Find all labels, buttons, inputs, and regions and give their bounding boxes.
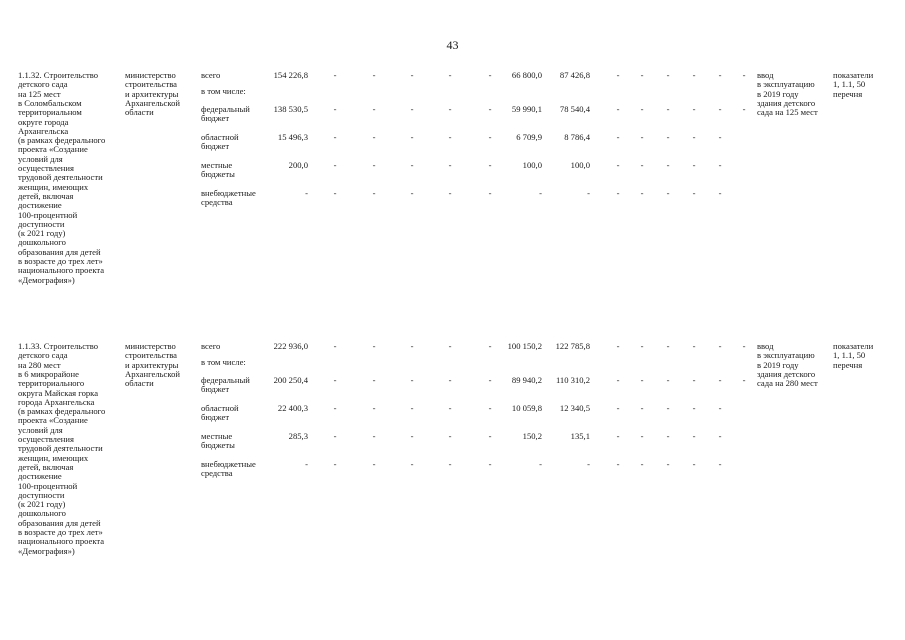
year-amount: 110 310,2 [555,375,590,385]
measure-name-line: осуществления [18,163,74,173]
measure-name-line: национального проекта [18,265,105,276]
total-amount: 200 250,4 [273,375,308,385]
year-amount: 100 150,2 [507,341,542,351]
empty-cell-dash: - [372,104,376,114]
measure-name-line: условий для [18,153,63,164]
measure-name-line: образования для детей [18,246,101,257]
empty-cell-dash: - [640,104,644,114]
empty-cell-dash: - [488,341,492,351]
empty-cell-dash: - [666,459,670,469]
empty-cell-dash: - [372,375,376,385]
empty-cell-dash: - [718,431,722,441]
funding-source: областной [201,132,239,142]
empty-cell-dash: - [718,132,722,142]
funding-source: средства [201,468,233,479]
empty-cell-dash: - [448,104,452,114]
empty-cell-dash: - [333,341,337,351]
empty-cell-dash: - [448,70,452,80]
empty-cell-dash: - [692,132,696,142]
total-amount: 222 936,0 [273,341,308,351]
funding-source: местные [201,160,233,170]
empty-cell-dash: - [666,403,670,413]
executor-line: министерство [125,341,176,351]
measure-name-line: детей, включая [18,190,74,201]
funding-source: бюджет [201,412,230,423]
measure-name-line: округе города [18,116,69,127]
empty-cell-dash: - [666,70,670,80]
empty-cell-dash: - [616,132,620,142]
measure-name-line: (к 2021 году) [18,228,66,239]
measure-name-line: в 6 микрорайоне [18,368,79,379]
empty-cell-dash: - [488,403,492,413]
empty-cell-dash: - [616,375,620,385]
measure-name-line: достижение [18,200,62,211]
measure-name-line: проекта «Создание [18,144,88,155]
empty-cell-dash: - [333,188,337,198]
result-line: в эксплуатацию [757,350,815,361]
empty-cell-dash: - [333,70,337,80]
empty-cell-dash: - [410,341,414,351]
funding-source: областной [201,403,239,413]
empty-cell-dash: - [448,341,452,351]
executor-line: Архангельской [125,368,180,379]
empty-cell-dash: - [410,375,414,385]
year-amount: 122 785,8 [555,341,590,351]
result-line: здания детского [757,97,816,108]
measure-name-line: достижение [18,471,62,482]
empty-cell-dash: - [742,341,746,351]
empty-cell-dash: - [666,431,670,441]
funding-source: средства [201,197,233,208]
empty-cell-dash: - [692,104,696,114]
measure-name-line: 1.1.32. Строительство [18,70,99,80]
measure-name-line: в возрасте до трех лет» [18,256,103,266]
empty-cell-dash: - [640,70,644,80]
empty-cell-dash: - [488,188,492,198]
measure-name-line: национального проекта [18,536,105,547]
funding-source: всего [201,341,221,351]
result-line: ввод [757,341,774,351]
measure-name-line: Архангельска [18,125,69,136]
empty-cell-dash: - [448,188,452,198]
empty-cell-dash: - [718,104,722,114]
empty-cell-dash: - [372,70,376,80]
funding-source: местные [201,431,233,441]
year-amount: 12 340,5 [559,403,590,413]
measure-name-line: осуществления [18,434,74,444]
empty-cell-dash: - [372,188,376,198]
empty-cell-dash: - [372,431,376,441]
empty-cell-dash: - [616,70,620,80]
empty-cell-dash: - [448,431,452,441]
executor-line: области [125,107,154,118]
total-amount: 154 226,8 [273,70,308,80]
empty-cell-dash: - [333,403,337,413]
empty-cell-dash: - [718,459,722,469]
measure-name-line: на 280 мест [18,359,61,370]
measure-name-line: на 125 мест [18,88,61,99]
empty-cell-dash: - [488,375,492,385]
measure-name-line: (в рамках федерального [18,135,106,146]
empty-cell-dash: - [666,104,670,114]
empty-cell-dash: - [410,431,414,441]
funding-source: бюджеты [201,169,235,180]
measure-name-line: 100-процентной [18,480,78,491]
year-amount: 89 940,2 [511,375,542,385]
measure-name-line: 100-процентной [18,209,78,220]
year-amount: 100,0 [522,160,542,170]
measure-name-line: образования для детей [18,517,101,528]
measure-name-line: в Соломбальском [18,97,82,108]
result-line: сада на 125 мест [757,107,818,118]
measure-name-line: 1.1.33. Строительство [18,341,99,351]
result-line: в эксплуатацию [757,79,815,90]
empty-cell-dash: - [372,160,376,170]
empty-cell-dash: - [692,70,696,80]
empty-cell-dash: - [692,375,696,385]
empty-cell-dash: - [640,431,644,441]
empty-cell-dash: - [666,375,670,385]
executor-line: строительства [125,350,177,361]
funding-source: в том числе: [201,86,246,96]
empty-cell-dash: - [333,104,337,114]
empty-cell-dash: - [640,132,644,142]
funding-source: в том числе: [201,357,246,367]
year-amount: 8 786,4 [564,132,590,142]
measure-name-line: дошкольного [18,508,66,519]
empty-cell-dash: - [410,104,414,114]
year-amount: 135,1 [570,431,590,441]
total-amount: 285,3 [288,431,308,441]
measure-name-line: доступности [18,489,65,500]
year-amount: 150,2 [522,431,542,441]
measure-name-line: детского сада [18,350,68,361]
empty-cell-dash: - [640,341,644,351]
page-number: 43 [446,38,459,52]
year-amount: 6 709,9 [516,132,542,142]
measure-name-line: трудовой деятельности [18,443,103,454]
empty-cell-dash: - [616,459,620,469]
executor-line: Архангельской [125,97,180,108]
empty-cell-dash: - [448,403,452,413]
empty-cell-dash: - [692,403,696,413]
year-amount: 87 426,8 [559,70,590,80]
total-amount: - [305,188,308,198]
measure-name-line: женщин, имеющих [18,452,89,463]
funding-source: федеральный [201,104,250,114]
year-amount: 66 800,0 [511,70,542,80]
empty-cell-dash: - [640,459,644,469]
empty-cell-dash: - [488,431,492,441]
empty-cell-dash: - [718,188,722,198]
empty-cell-dash: - [410,403,414,413]
funding-source: внебюджетные [201,459,256,469]
total-amount: 138 530,5 [273,104,308,114]
measure-name-line: женщин, имеющих [18,181,89,192]
year-amount: 10 059,8 [511,403,542,413]
indicator-line: перечня [833,359,863,370]
total-amount: 22 400,3 [277,403,308,413]
empty-cell-dash: - [616,160,620,170]
total-amount: 15 496,3 [277,132,308,142]
empty-cell-dash: - [410,188,414,198]
empty-cell-dash: - [410,459,414,469]
measure-name-line: территориальном [18,107,82,118]
executor-line: области [125,378,154,389]
measure-name-line: условий для [18,424,63,435]
funding-source: бюджеты [201,440,235,451]
empty-cell-dash: - [666,160,670,170]
empty-cell-dash: - [718,160,722,170]
empty-cell-dash: - [448,459,452,469]
empty-cell-dash: - [666,341,670,351]
measure-name-line: трудовой деятельности [18,172,103,183]
empty-cell-dash: - [410,70,414,80]
year-amount: 100,0 [570,160,590,170]
result-line: в 2019 году [757,88,799,99]
measure-name-line: детей, включая [18,461,74,472]
empty-cell-dash: - [692,431,696,441]
year-amount: - [539,459,542,469]
empty-cell-dash: - [692,341,696,351]
empty-cell-dash: - [410,160,414,170]
empty-cell-dash: - [488,70,492,80]
empty-cell-dash: - [488,104,492,114]
empty-cell-dash: - [718,375,722,385]
indicator-line: 1, 1.1, 50 [833,350,866,361]
measure-name-line: «Демография») [18,545,75,556]
executor-line: строительства [125,79,177,90]
funding-source: федеральный [201,375,250,385]
empty-cell-dash: - [640,375,644,385]
empty-cell-dash: - [616,431,620,441]
indicator-line: показатели [833,341,874,351]
result-line: сада на 280 мест [757,378,818,389]
executor-line: и архитектуры [125,88,179,99]
empty-cell-dash: - [718,403,722,413]
empty-cell-dash: - [410,132,414,142]
funding-source: бюджет [201,141,230,152]
empty-cell-dash: - [616,403,620,413]
total-amount: - [305,459,308,469]
empty-cell-dash: - [616,104,620,114]
empty-cell-dash: - [666,132,670,142]
empty-cell-dash: - [372,459,376,469]
result-line: ввод [757,70,774,80]
empty-cell-dash: - [742,70,746,80]
empty-cell-dash: - [333,160,337,170]
empty-cell-dash: - [640,403,644,413]
measure-name-line: детского сада [18,79,68,90]
empty-cell-dash: - [742,104,746,114]
empty-cell-dash: - [488,459,492,469]
measure-name-line: в возрасте до трех лет» [18,527,103,537]
empty-cell-dash: - [333,132,337,142]
empty-cell-dash: - [448,160,452,170]
measure-name-line: округа Майская горка [18,387,99,398]
empty-cell-dash: - [742,375,746,385]
empty-cell-dash: - [692,160,696,170]
measure-name-line: (к 2021 году) [18,499,66,510]
empty-cell-dash: - [718,341,722,351]
measure-name-line: города Архангельска [18,396,95,407]
empty-cell-dash: - [718,70,722,80]
empty-cell-dash: - [333,431,337,441]
indicator-line: перечня [833,88,863,99]
funding-source: всего [201,70,221,80]
funding-source: внебюджетные [201,188,256,198]
empty-cell-dash: - [372,403,376,413]
empty-cell-dash: - [448,375,452,385]
year-amount: - [539,188,542,198]
indicator-line: 1, 1.1, 50 [833,79,866,90]
empty-cell-dash: - [333,375,337,385]
year-amount: 59 990,1 [511,104,542,114]
executor-line: и архитектуры [125,359,179,370]
year-amount: - [587,188,590,198]
result-line: в 2019 году [757,359,799,370]
empty-cell-dash: - [640,188,644,198]
empty-cell-dash: - [692,459,696,469]
empty-cell-dash: - [372,132,376,142]
measure-name-line: проекта «Создание [18,415,88,426]
measure-name-line: «Демография») [18,274,75,285]
measure-name-line: дошкольного [18,237,66,248]
total-amount: 200,0 [288,160,308,170]
empty-cell-dash: - [333,459,337,469]
empty-cell-dash: - [372,341,376,351]
year-amount: - [587,459,590,469]
empty-cell-dash: - [640,160,644,170]
measure-name-line: (в рамках федерального [18,406,106,417]
empty-cell-dash: - [692,188,696,198]
empty-cell-dash: - [488,160,492,170]
measure-name-line: территориального [18,378,85,389]
empty-cell-dash: - [616,341,620,351]
result-line: здания детского [757,368,816,379]
measure-name-line: доступности [18,218,65,229]
funding-source: бюджет [201,113,230,124]
year-amount: 78 540,4 [559,104,590,114]
empty-cell-dash: - [448,132,452,142]
executor-line: министерство [125,70,176,80]
empty-cell-dash: - [666,188,670,198]
funding-source: бюджет [201,384,230,395]
indicator-line: показатели [833,70,874,80]
empty-cell-dash: - [616,188,620,198]
empty-cell-dash: - [488,132,492,142]
